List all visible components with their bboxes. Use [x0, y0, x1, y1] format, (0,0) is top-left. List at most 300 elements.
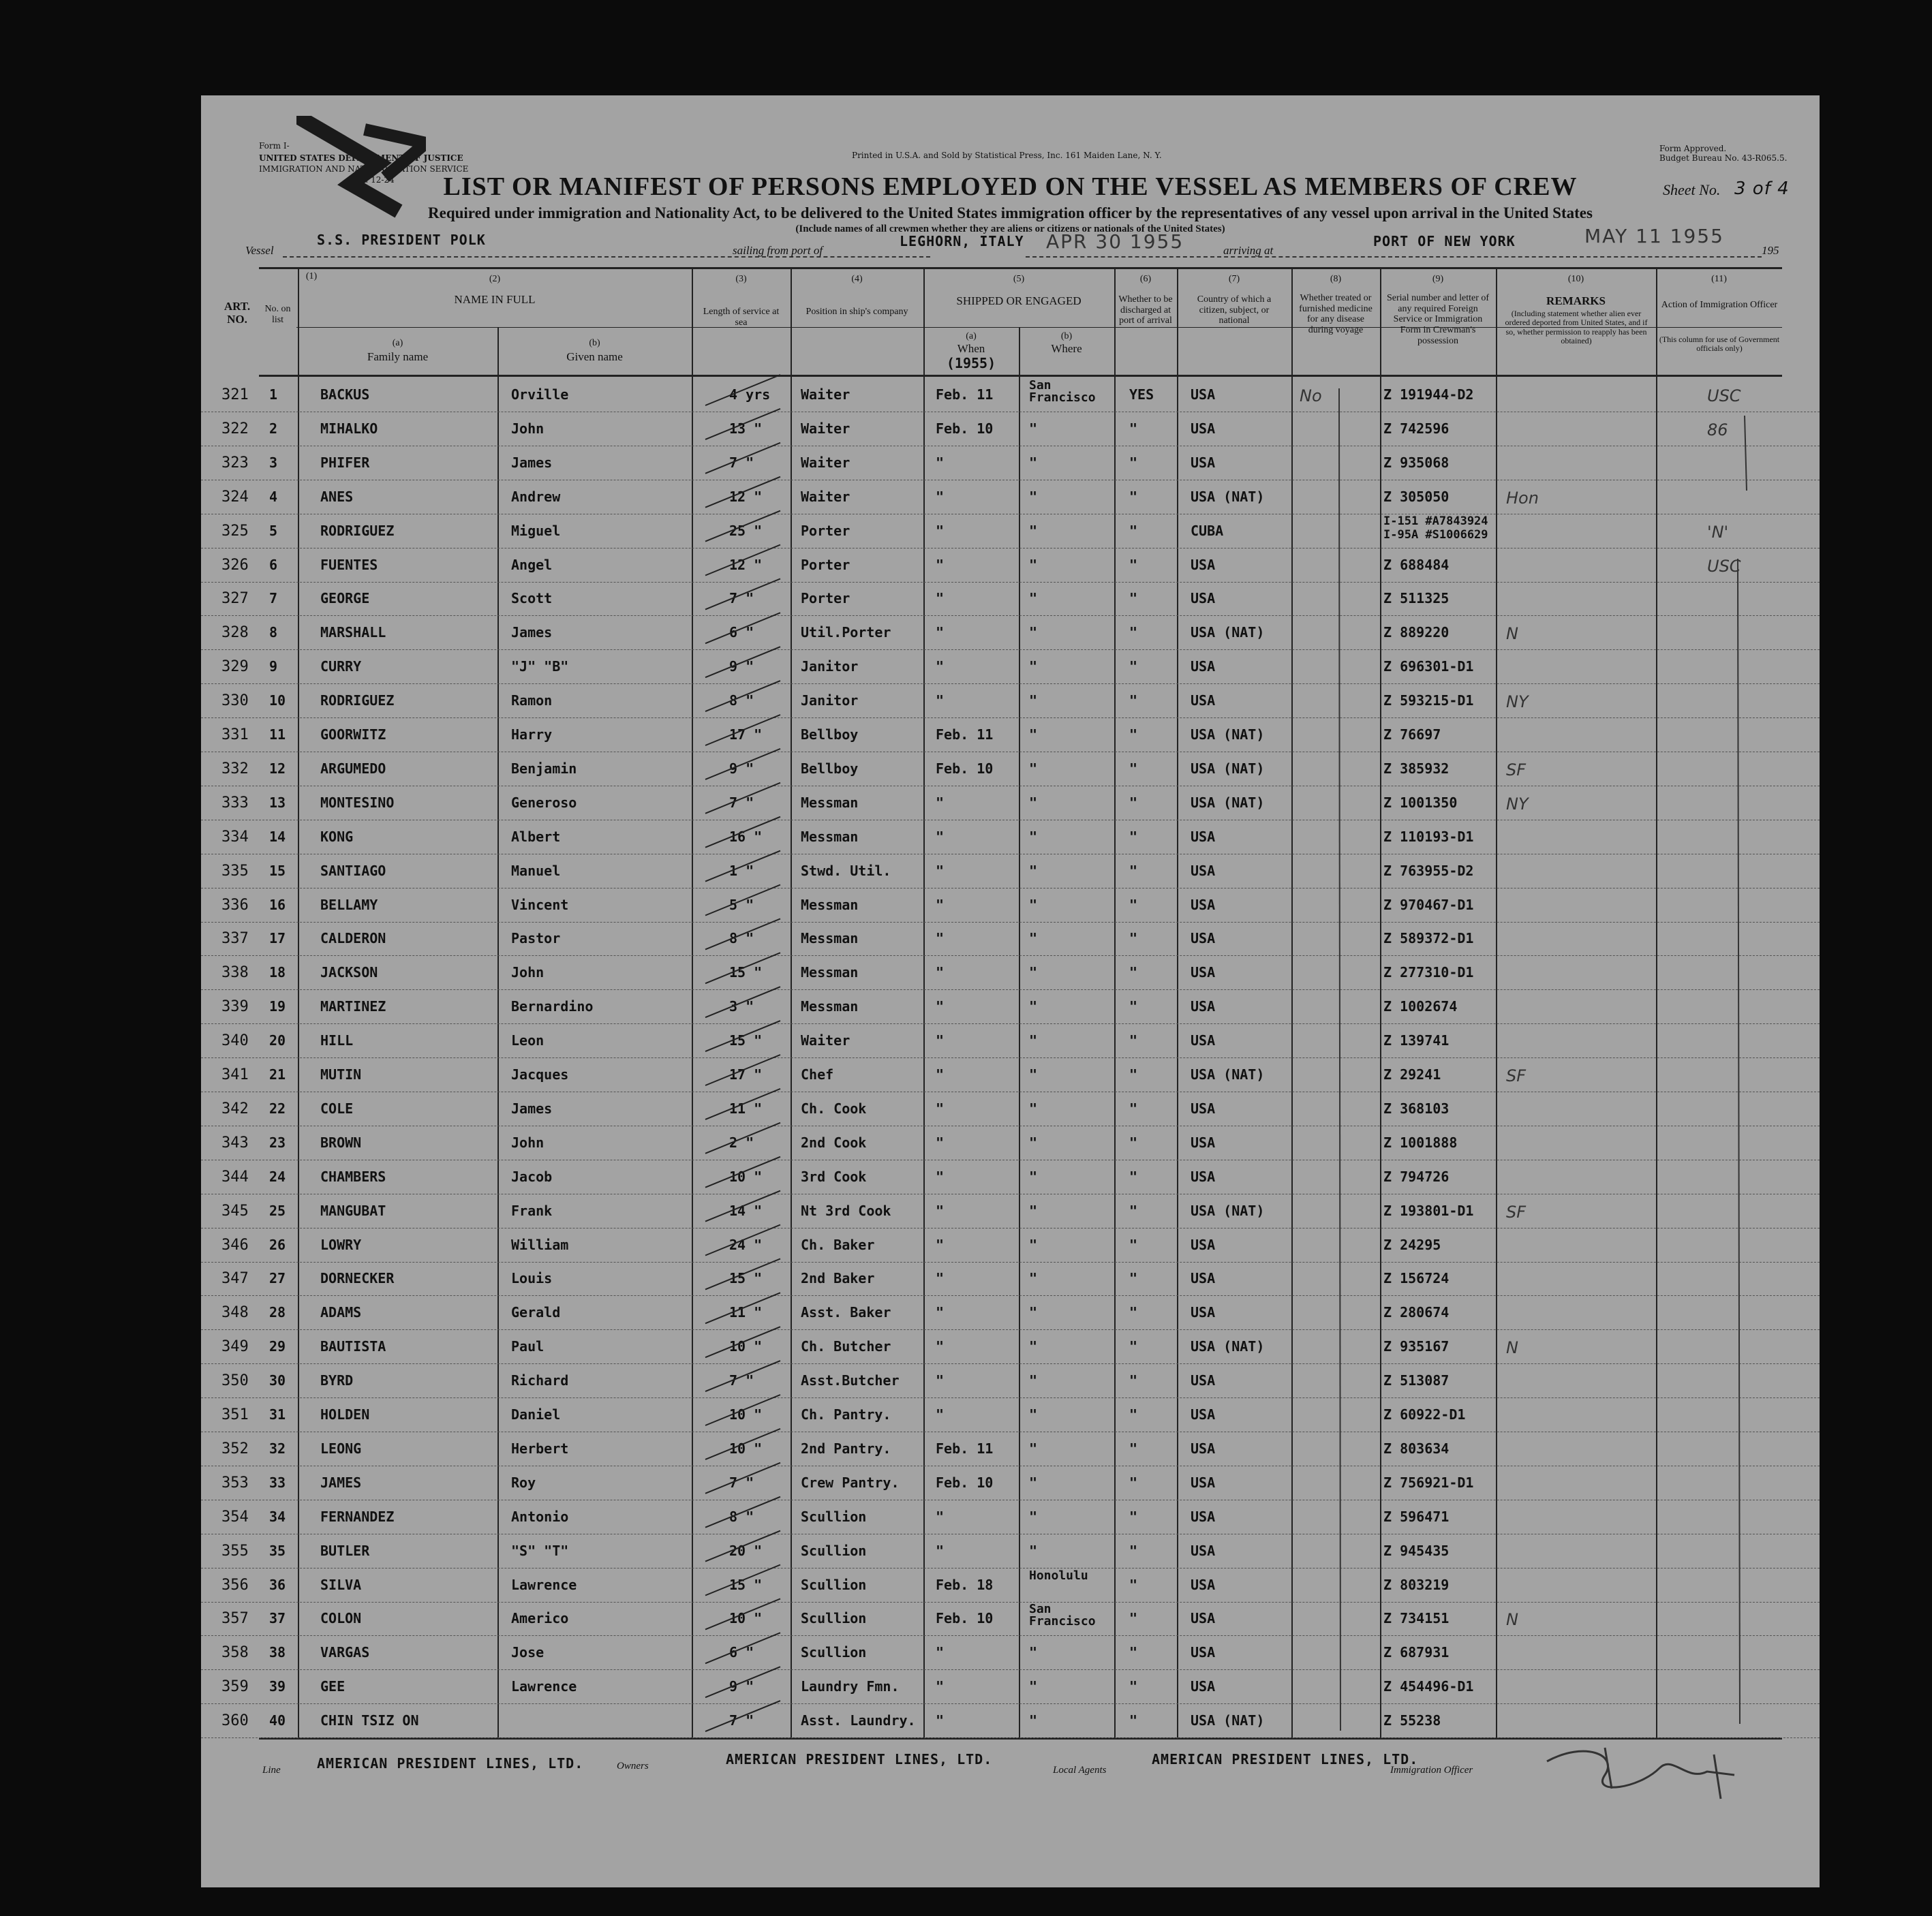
row-family-name: GOORWITZ: [320, 726, 386, 743]
row-position: Bellboy: [801, 760, 859, 777]
row-serial: Z 454496-D1: [1383, 1678, 1474, 1695]
row-where: San Francisco: [1029, 1602, 1096, 1629]
col-discharged: Whether to be discharged at port of arrival: [1118, 294, 1173, 326]
row-serial: Z 688484: [1383, 556, 1450, 573]
row-art-no: 354: [221, 1508, 249, 1526]
row-where: ": [1029, 1100, 1038, 1117]
row-serial: Z 511325: [1383, 590, 1450, 607]
table-row: [201, 820, 1820, 854]
row-art-no: 324: [221, 488, 249, 506]
row-when: ": [936, 930, 945, 947]
row-serial: Z 589372-D1: [1383, 930, 1474, 947]
row-where: ": [1029, 794, 1038, 811]
row-serial: Z 1002674: [1383, 998, 1458, 1015]
row-list-no: 19: [269, 998, 286, 1015]
row-length: 4 yrs: [729, 386, 771, 403]
row-position: Stwd. Util.: [801, 862, 891, 879]
row-serial: Z 794726: [1383, 1168, 1450, 1185]
row-serial: Z 280674: [1383, 1304, 1450, 1321]
table-row: [201, 616, 1820, 650]
row-given-name: William: [511, 1236, 569, 1253]
col-where-letter: (b): [1060, 331, 1073, 341]
row-given-name: Louis: [511, 1270, 553, 1287]
row-family-name: ARGUMEDO: [320, 760, 386, 777]
row-discharged: ": [1129, 862, 1138, 879]
row-remark: Hon: [1506, 488, 1539, 508]
row-art-no: 341: [221, 1066, 249, 1083]
row-country: USA: [1191, 1032, 1216, 1049]
row-given-name: Scott: [511, 590, 553, 607]
row-serial: Z 935167: [1383, 1338, 1450, 1355]
row-country: USA (NAT): [1191, 1066, 1265, 1083]
row-list-no: 38: [269, 1644, 286, 1661]
row-list-no: 3: [269, 454, 278, 471]
row-position: Messman: [801, 794, 859, 811]
row-family-name: MIHALKO: [320, 420, 378, 437]
row-list-no: 17: [269, 930, 286, 947]
row-discharged: ": [1129, 454, 1138, 471]
col-remarks: REMARKS: [1546, 294, 1606, 307]
row-given-name: Bernardino: [511, 998, 594, 1015]
row-country: USA: [1191, 1100, 1216, 1117]
row-when: ": [936, 1134, 945, 1151]
row-position: Messman: [801, 896, 859, 913]
row-discharged: ": [1129, 1338, 1138, 1355]
form-number: Form I-: [259, 141, 290, 151]
row-length: 24 ": [729, 1236, 763, 1253]
col-when-letter: (a): [966, 331, 977, 341]
col-num: (1): [305, 271, 318, 281]
treated-bracket-line: [1325, 382, 1353, 1737]
row-family-name: RODRIGUEZ: [320, 522, 395, 539]
row-list-no: 11: [269, 726, 286, 743]
row-list-no: 30: [269, 1372, 286, 1389]
row-art-no: 350: [221, 1372, 249, 1390]
row-when: ": [936, 1100, 945, 1117]
row-serial: Z 945435: [1383, 1542, 1450, 1559]
row-list-no: 31: [269, 1406, 286, 1423]
row-serial: Z 687931: [1383, 1644, 1450, 1661]
col-num: (7): [1228, 274, 1240, 284]
row-when: ": [936, 1338, 945, 1355]
row-country: USA: [1191, 930, 1216, 947]
row-length: 10 ": [729, 1338, 763, 1355]
row-discharged: ": [1129, 794, 1138, 811]
row-when: ": [936, 590, 945, 607]
row-country: USA: [1191, 590, 1216, 607]
row-list-no: 39: [269, 1678, 286, 1695]
row-when: ": [936, 1372, 945, 1389]
row-family-name: MANGUBAT: [320, 1202, 386, 1219]
form-service: IMMIGRATION AND NATURALIZATION SERVICE: [259, 164, 469, 174]
col-given-name: Given name: [566, 350, 623, 363]
row-action: 86: [1707, 420, 1728, 439]
row-when: ": [936, 794, 945, 811]
row-discharged: ": [1129, 692, 1138, 709]
col-remarks-note: (Including statement whether alien ever ordered deported from United States, and if so, whether permission to reapply has been obtained): [1505, 309, 1648, 346]
col-action-note: (This column for use of Government officials only): [1659, 335, 1780, 354]
row-list-no: 22: [269, 1100, 286, 1117]
row-where: San Francisco: [1029, 378, 1096, 405]
row-discharged: ": [1129, 1678, 1138, 1695]
row-where: ": [1029, 1202, 1038, 1219]
row-list-no: 37: [269, 1610, 286, 1627]
col-treated: Whether treated or furnished medicine for any disease during voyage: [1299, 293, 1373, 336]
arrival-underline: [1026, 256, 1762, 258]
row-family-name: DORNECKER: [320, 1270, 395, 1287]
row-discharged: ": [1129, 998, 1138, 1015]
row-length: 1 ": [729, 862, 754, 879]
col-name-in-full: NAME IN FULL: [454, 293, 536, 306]
table-row: [201, 1194, 1820, 1229]
row-given-name: "J" "B": [511, 658, 569, 675]
row-length: 5 ": [729, 896, 754, 913]
row-list-no: 12: [269, 760, 286, 777]
row-position: Scullion: [801, 1576, 867, 1593]
col-given-letter: (b): [589, 338, 600, 348]
row-art-no: 332: [221, 760, 249, 777]
page-subtitle: Required under immigration and Nationality Act, to be delivered to the United States immigration officer by the representatives of any vessel upon arrival in the United States: [428, 204, 1593, 221]
col-when: When: [957, 342, 985, 355]
row-position: 2nd Baker: [801, 1270, 875, 1287]
row-where: ": [1029, 1678, 1038, 1695]
row-list-no: 24: [269, 1168, 286, 1185]
row-discharged: ": [1129, 1032, 1138, 1049]
row-length: 10 ": [729, 1440, 763, 1457]
row-position: Porter: [801, 590, 850, 607]
row-family-name: SILVA: [320, 1576, 362, 1593]
row-where: ": [1029, 692, 1038, 709]
table-row: [201, 786, 1820, 820]
row-when: Feb. 10: [936, 1610, 994, 1627]
row-art-no: 353: [221, 1474, 249, 1492]
table-row: [201, 1670, 1820, 1704]
row-discharged: ": [1129, 1372, 1138, 1389]
row-length: 11 ": [729, 1304, 763, 1321]
row-when: ": [936, 1712, 945, 1729]
row-when: ": [936, 1032, 945, 1049]
sailing-date-stamp: APR 30 1955: [1046, 230, 1184, 253]
row-art-no: 356: [221, 1576, 249, 1594]
row-discharged: ": [1129, 522, 1138, 539]
row-given-name: Leon: [511, 1032, 545, 1049]
row-position: 2nd Pantry.: [801, 1440, 891, 1457]
row-position: Janitor: [801, 692, 859, 709]
table-row: [201, 889, 1820, 923]
row-discharged: ": [1129, 1610, 1138, 1627]
table-row: [201, 684, 1820, 718]
row-given-name: Manuel: [511, 862, 561, 879]
row-art-no: 351: [221, 1406, 249, 1423]
row-given-name: John: [511, 420, 545, 437]
row-where: ": [1029, 1168, 1038, 1185]
table-row: [201, 1364, 1820, 1398]
row-length: 16 ": [729, 828, 763, 845]
row-serial: Z 24295: [1383, 1236, 1441, 1253]
row-where: ": [1029, 590, 1038, 607]
row-country: USA: [1191, 896, 1216, 913]
row-family-name: CURRY: [320, 658, 362, 675]
row-serial: Z 55238: [1383, 1712, 1441, 1729]
row-art-no: 347: [221, 1270, 249, 1288]
row-family-name: VARGAS: [320, 1644, 370, 1661]
row-list-no: 16: [269, 896, 286, 913]
row-family-name: MARSHALL: [320, 624, 386, 641]
row-where: ": [1029, 1542, 1038, 1559]
row-serial: Z 385932: [1383, 760, 1450, 777]
row-position: Messman: [801, 828, 859, 845]
row-art-no: 346: [221, 1236, 249, 1254]
row-discharged: ": [1129, 1542, 1138, 1559]
table-row: [201, 548, 1820, 583]
row-length: 9 ": [729, 1678, 754, 1695]
row-where: ": [1029, 522, 1038, 539]
row-art-no: 333: [221, 794, 249, 812]
row-where: ": [1029, 1134, 1038, 1151]
col-when-year: (1955): [946, 355, 996, 371]
table-row: [201, 718, 1820, 752]
row-when: ": [936, 1236, 945, 1253]
row-when: ": [936, 862, 945, 879]
row-country: USA: [1191, 1270, 1216, 1287]
row-family-name: GEE: [320, 1678, 346, 1695]
row-length: 15 ": [729, 1270, 763, 1287]
row-length: 10 ": [729, 1610, 763, 1627]
page-subtitle-note: (Include names of all crewmen whether they are aliens or citizens or nationals of the United States): [795, 223, 1225, 234]
row-list-no: 15: [269, 862, 286, 879]
row-serial: Z 156724: [1383, 1270, 1450, 1287]
row-action: 'N': [1707, 522, 1729, 542]
row-discharged: ": [1129, 556, 1138, 573]
header-bottom-rule: [259, 375, 1782, 377]
row-art-no: 334: [221, 828, 249, 846]
row-given-name: Andrew: [511, 488, 561, 505]
row-length: 8 ": [729, 930, 754, 947]
row-serial: Z 191944-D2: [1383, 386, 1474, 403]
table-row: [201, 752, 1820, 786]
row-list-no: 28: [269, 1304, 286, 1321]
col-num: (3): [735, 274, 747, 284]
row-art-no: 349: [221, 1338, 249, 1356]
row-length: 7 ": [729, 590, 754, 607]
row-serial: Z 1001350: [1383, 794, 1458, 811]
row-action: USC: [1707, 386, 1741, 405]
table-row: [201, 1092, 1820, 1126]
row-treated: No: [1300, 386, 1322, 405]
row-family-name: KONG: [320, 828, 354, 845]
sheet-number: 3 of 4: [1734, 179, 1790, 199]
row-given-name: Herbert: [511, 1440, 569, 1457]
row-serial: Z 1001888: [1383, 1134, 1458, 1151]
table-row: [201, 1466, 1820, 1500]
row-country: USA: [1191, 964, 1216, 981]
row-family-name: BAUTISTA: [320, 1338, 386, 1355]
row-list-no: 18: [269, 964, 286, 981]
col-num: (2): [489, 274, 501, 284]
row-given-name: Vincent: [511, 896, 569, 913]
row-family-name: MUTIN: [320, 1066, 362, 1083]
row-length: 13 ": [729, 420, 763, 437]
row-discharged: ": [1129, 1440, 1138, 1457]
row-position: Laundry Fmn.: [801, 1678, 900, 1695]
row-country: USA (NAT): [1191, 760, 1265, 777]
row-family-name: GEORGE: [320, 590, 370, 607]
row-when: ": [936, 1542, 945, 1559]
row-length: 14 ": [729, 1202, 763, 1219]
row-list-no: 2: [269, 420, 278, 437]
row-list-no: 32: [269, 1440, 286, 1457]
col-serial: Serial number and letter of any required Foreign Service or Immigration Form in Crewman's possession: [1386, 293, 1490, 346]
row-where: ": [1029, 658, 1038, 675]
col-art-no: ART. NO.: [224, 300, 251, 326]
row-country: USA: [1191, 1576, 1216, 1593]
row-list-no: 9: [269, 658, 278, 675]
row-country: USA: [1191, 1508, 1216, 1525]
table-row: [201, 956, 1820, 990]
col-num: (11): [1711, 274, 1727, 284]
table-row: [201, 1262, 1820, 1296]
row-when: Feb. 10: [936, 1474, 994, 1491]
table-row: [201, 1229, 1820, 1263]
row-length: 8 ": [729, 1508, 754, 1525]
row-discharged: ": [1129, 1100, 1138, 1117]
row-where: ": [1029, 726, 1038, 743]
arriving-port: PORT OF NEW YORK: [1373, 233, 1516, 249]
row-country: USA: [1191, 862, 1216, 879]
row-when: Feb. 10: [936, 760, 994, 777]
row-position: Ch. Cook: [801, 1100, 867, 1117]
row-country: USA: [1191, 1678, 1216, 1695]
manifest-page: [201, 95, 1820, 1887]
row-given-name: Americo: [511, 1610, 569, 1627]
row-where: ": [1029, 862, 1038, 879]
arrival-date-stamp: MAY 11 1955: [1584, 225, 1724, 247]
row-serial: Z 734151: [1383, 1610, 1450, 1627]
agents-value: AMERICAN PRESIDENT LINES, LTD.: [1152, 1751, 1419, 1767]
year-label: 195: [1762, 244, 1779, 257]
row-family-name: BELLAMY: [320, 896, 378, 913]
row-when: ": [936, 522, 945, 539]
row-position: Util.Porter: [801, 624, 891, 641]
row-position: Waiter: [801, 488, 850, 505]
row-art-no: 336: [221, 896, 249, 914]
row-position: Bellboy: [801, 726, 859, 743]
row-given-name: Richard: [511, 1372, 569, 1389]
row-country: USA: [1191, 1236, 1216, 1253]
row-when: ": [936, 896, 945, 913]
row-position: Ch. Baker: [801, 1236, 875, 1253]
row-length: 6 ": [729, 624, 754, 641]
row-length: 15 ": [729, 1032, 763, 1049]
row-position: Asst. Laundry.: [801, 1712, 916, 1729]
row-list-no: 8: [269, 624, 278, 641]
row-family-name: HOLDEN: [320, 1406, 370, 1423]
col-num: (9): [1432, 274, 1444, 284]
row-when: Feb. 11: [936, 1440, 994, 1457]
row-when: ": [936, 488, 945, 505]
row-family-name: JACKSON: [320, 964, 378, 981]
table-row: [201, 1330, 1820, 1364]
row-art-no: 357: [221, 1610, 249, 1628]
row-where: ": [1029, 556, 1038, 573]
row-list-no: 27: [269, 1270, 286, 1287]
row-serial: Z 29241: [1383, 1066, 1441, 1083]
row-discharged: ": [1129, 1270, 1138, 1287]
row-discharged: ": [1129, 1474, 1138, 1491]
row-art-no: 322: [221, 420, 249, 437]
table-row: [201, 446, 1820, 480]
col-position: Position in ship's company: [806, 307, 908, 317]
redaction-scribble: [296, 116, 426, 218]
row-given-name: Roy: [511, 1474, 536, 1491]
row-art-no: 327: [221, 590, 249, 608]
row-discharged: ": [1129, 590, 1138, 607]
row-country: USA: [1191, 420, 1216, 437]
owners-value: AMERICAN PRESIDENT LINES, LTD.: [726, 1751, 993, 1767]
table-row: [201, 1126, 1820, 1160]
row-where: ": [1029, 964, 1038, 981]
row-country: USA (NAT): [1191, 794, 1265, 811]
row-art-no: 338: [221, 964, 249, 982]
row-art-no: 344: [221, 1168, 249, 1186]
col-family-name: Family name: [367, 350, 429, 363]
row-art-no: 323: [221, 454, 249, 472]
row-remark: NY: [1506, 794, 1529, 814]
row-when: Feb. 11: [936, 386, 994, 403]
row-list-no: 25: [269, 1202, 286, 1219]
row-length: 7 ": [729, 794, 754, 811]
row-list-no: 35: [269, 1542, 286, 1559]
row-position: Waiter: [801, 454, 850, 471]
row-where: ": [1029, 1508, 1038, 1525]
row-discharged: ": [1129, 1202, 1138, 1219]
row-given-name: Daniel: [511, 1406, 561, 1423]
row-position: Scullion: [801, 1610, 867, 1627]
row-given-name: Jose: [511, 1644, 545, 1661]
row-position: Waiter: [801, 420, 850, 437]
row-country: USA: [1191, 454, 1216, 471]
row-list-no: 13: [269, 794, 286, 811]
row-length: 7 ": [729, 1712, 754, 1729]
budget-bureau: Budget Bureau No. 43-R065.5.: [1659, 153, 1788, 163]
table-top-rule: [259, 267, 1782, 269]
row-where: ": [1029, 1066, 1038, 1083]
row-where: ": [1029, 1338, 1038, 1355]
row-when: ": [936, 556, 945, 573]
row-discharged: ": [1129, 896, 1138, 913]
row-remark: NY: [1506, 692, 1529, 712]
row-serial: I-151 #A7843924 I-95A #S1006629: [1383, 514, 1488, 542]
row-serial: Z 763955-D2: [1383, 862, 1474, 879]
row-country: CUBA: [1191, 522, 1224, 539]
row-list-no: 40: [269, 1712, 286, 1729]
table-row: [201, 1534, 1820, 1569]
row-family-name: ANES: [320, 488, 354, 505]
row-discharged: ": [1129, 930, 1138, 947]
table-row: [201, 480, 1820, 514]
page-title: LIST OR MANIFEST OF PERSONS EMPLOYED ON THE VESSEL AS MEMBERS OF CREW: [443, 172, 1578, 201]
row-discharged: ": [1129, 964, 1138, 981]
row-where: ": [1029, 454, 1038, 471]
vessel-name: S.S. PRESIDENT POLK: [317, 232, 486, 248]
row-where: ": [1029, 1406, 1038, 1423]
row-family-name: CALDERON: [320, 930, 386, 947]
sailing-port: LEGHORN, ITALY: [900, 233, 1024, 249]
row-remark: SF: [1506, 1202, 1527, 1222]
row-discharged: ": [1129, 1508, 1138, 1525]
row-position: Scullion: [801, 1644, 867, 1661]
row-country: USA: [1191, 828, 1216, 845]
